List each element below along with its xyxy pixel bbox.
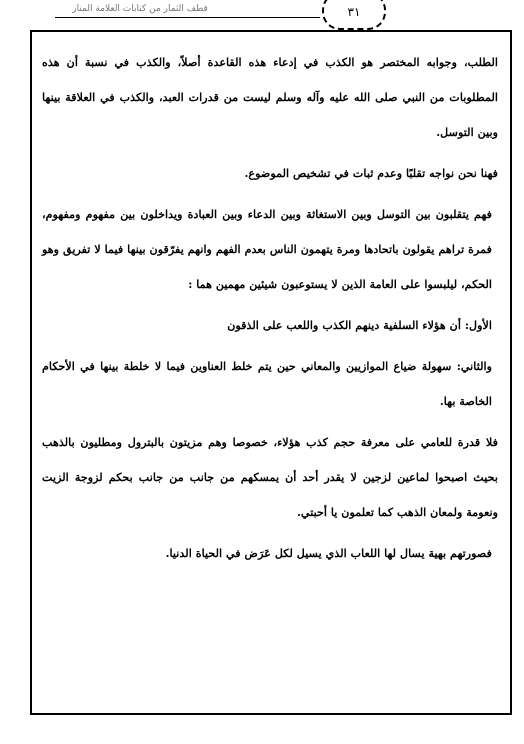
- body-text: [42, 45, 498, 571]
- book-title: قطف الثمار من كتابات العلامة المنار: [72, 4, 208, 14]
- paragraph: فصورتهم بهية يسال لها اللعاب الذي يسيل لكل عَرَض في الحياة الدنيا.: [165, 546, 492, 560]
- paragraph: فلا قدرة للعامي على معرفة حجم كذب هؤلاء، خصوصا وهم مزيتون بالبترول ومطليون بالذهب بحيث اصبحوا لماعين لزجين لا يقدر أحد أن يمسكهم من جانب من جانب بحكم لزوجة الزيت ونعومة ولمعان الذهب كما تعلمون يا أحبتي.: [42, 435, 498, 519]
- paragraph: الأول: أن هؤلاء السلفية دينهم الكذب واللعب على الذقون: [227, 318, 492, 332]
- content-frame: [30, 30, 512, 715]
- page-number: ٣١: [347, 5, 361, 19]
- page-header: [0, 0, 524, 30]
- paragraph: فهنا نحن نواجه تقلبًا وعدم ثبات في تشخيص الموضوع.: [244, 166, 498, 180]
- paragraph: والثاني: سهولة ضياع الموازيين والمعاني حين يتم خلط العناوين فيما لا خلطة بينها في الأحكام الخاصة بها.: [42, 359, 492, 408]
- paragraph: فهم يتقلبون بين التوسل وبين الاستغاثة وبين الدعاء وبين العبادة ويداخلون بين مفهوم ومفهوم، فمرة تراهم يقولون باتحادها ومرة يتهمون الناس بعدم الفهم وانهم يفرّقون بينها فيما لا تفريق وهو الحكم، ليلبسوا على العامة الذين لا يستوعبون شيئين مهمين هما :: [42, 207, 492, 291]
- header-divider: [55, 17, 320, 18]
- page-number-frame: [322, 0, 386, 30]
- paragraph: الطلب، وجوابه المختصر هو الكذب في إدعاء هذه القاعدة أصلاً، والكذب في نسبة أن هذه المطلوبات من النبي صلى الله عليه وآله وسلم ليست من قدرات العبد، والكذب في العلاقة بينها وبين التوسل.: [42, 55, 498, 139]
